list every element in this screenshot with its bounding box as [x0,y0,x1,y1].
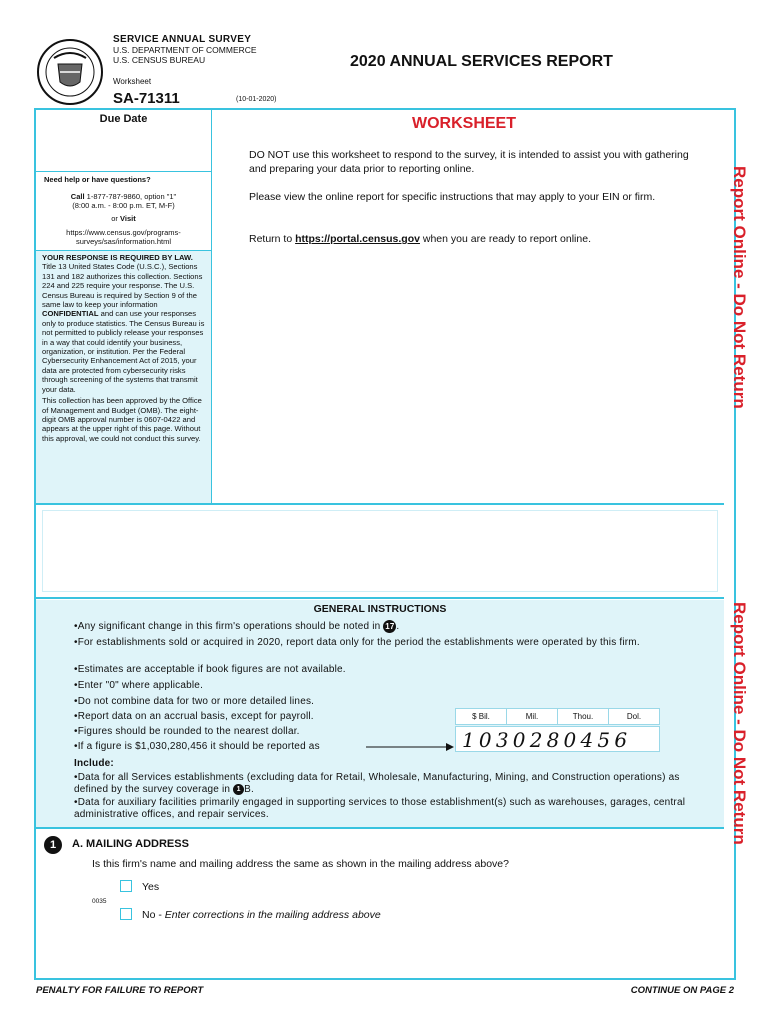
section-number-badge: 1 [44,836,62,854]
instruction-bullet-8: •If a figure is $1,030,280,456 it should be reported as [74,741,320,752]
form-number: SA-71311 [113,90,180,107]
instruction-bullet-5: •Do not combine data for two or more detailed lines. [74,696,315,707]
worksheet-title: WORKSHEET [412,115,516,132]
section-mailing-address [36,827,724,978]
due-date-box [36,110,212,172]
general-instructions-title: GENERAL INSTRUCTIONS [313,603,447,615]
instruction-bullet-7: •Figures should be rounded to the nearest dollar. [74,726,300,737]
department-of-commerce-seal [36,38,104,106]
help-url-link[interactable]: https://www.census.gov/programs- surveys/sas/information.html [66,228,181,246]
side-banner-top: Report Online - Do Not Return [730,166,749,409]
amount-example [421,708,646,754]
side-banner-bottom: Report Online - Do Not Return [730,602,749,845]
worksheet-para-2: Please view the online report for specific instructions that may apply to your EIN or firm. [249,191,656,203]
amount-example-value: 1030280456 [455,726,660,752]
general-instructions [36,600,724,827]
help-call: Call 1-877-787-9860, option "1" (8:00 a.m. - 8:00 p.m. ET, M-F) [70,192,177,210]
department-name: U.S. DEPARTMENT OF COMMERCE U.S. CENSUS BUREAU [113,45,257,65]
penalty-notice: PENALTY FOR FAILURE TO REPORT [36,985,204,996]
no-label: No - Enter corrections in the mailing address above [142,909,381,921]
include-bullet-1: •Data for all Services establishments (excluding data for Retail, Wholesale, Manufacturing, Mining, and Construction operations) as defined by the survey coverage in 1 B. [74,772,680,796]
worksheet-notice [212,110,724,502]
instruction-bullet-2: •For establishments sold or acquired in 2020, report data only for the period the establishments were operated by this firm. [74,637,640,648]
help-box [36,172,212,250]
item-17-ref-icon: 17 [385,622,395,631]
worksheet-para-1: DO NOT use this worksheet to respond to the survey, it is intended to assist you with gathering and preparing your data prior to reporting online. [249,149,689,175]
item-1-ref-icon: 1 [233,784,244,795]
include-bullet-2: •Data for auxiliary facilities primarily engaged in supporting services to those establishment(s) such as warehouses, garages, central administrative offices, and repair services. [74,797,686,820]
due-date-label: Due Date [99,113,148,125]
instruction-bullet-3: •Estimates are acceptable if book figures are not available. [74,664,346,675]
legal-notice: YOUR RESPONSE IS REQUIRED BY LAW. Title 13 United States Code (U.S.C.), Sections 131 and 182 authorizes this collection. Sections 224 and 225 require your response. The U.S. Census Bureau is required by Section 9 of the same law to keep your information CONFIDENTIAL and can use your responses only to produce statistics. The Census Bureau is not permitted to publicly release your responses in a way that could identify your business, organization, or institution. Per the Federal Cybersecurity Enhancement Act of 2015, your data are protected from cybersecurity risks through screening of the systems that transmit your data. This collection has been approved by the Office of Management and Budget (OMB). The eight-digit OMB approval number is 0607-0422 and appears at the upper right of this page. Without this approval, we could not conduct this survey. [36,250,212,503]
worksheet-label: Worksheet [113,77,152,86]
address-window [42,510,718,592]
instruction-bullet-1: •Any significant change in this firm's operations should be noted in 17 . [74,621,400,633]
survey-title: SERVICE ANNUAL SURVEY [113,34,252,45]
section-title: A. MAILING ADDRESS [72,838,189,850]
continue-notice: CONTINUE ON PAGE 2 [630,985,734,996]
instruction-bullet-4: •Enter "0" where applicable. [74,680,204,691]
portal-link[interactable]: https://portal.census.gov [295,233,420,245]
report-title: 2020 ANNUAL SERVICES REPORT [350,53,613,70]
instruction-bullet-6: •Report data on an accrual basis, except for payroll. [74,711,314,722]
help-visit: or Visit [111,214,136,223]
yes-label: Yes [142,881,160,893]
include-label: Include: [74,758,114,769]
address-area [36,503,724,599]
amount-headers: $ Bil. Mil. Thou. Dol. [455,708,660,725]
help-question: Need help or have questions? [44,175,151,184]
worksheet-para-3: Return to https://portal.census.gov when you are ready to report online. [249,233,591,245]
yes-checkbox[interactable] [120,880,132,892]
no-checkbox[interactable] [120,908,132,920]
form-date: (10-01-2020) [236,96,277,103]
item-code: 0035 [92,898,107,905]
mailing-address-question: Is this firm's name and mailing address the same as shown in the mailing address above? [92,858,509,870]
